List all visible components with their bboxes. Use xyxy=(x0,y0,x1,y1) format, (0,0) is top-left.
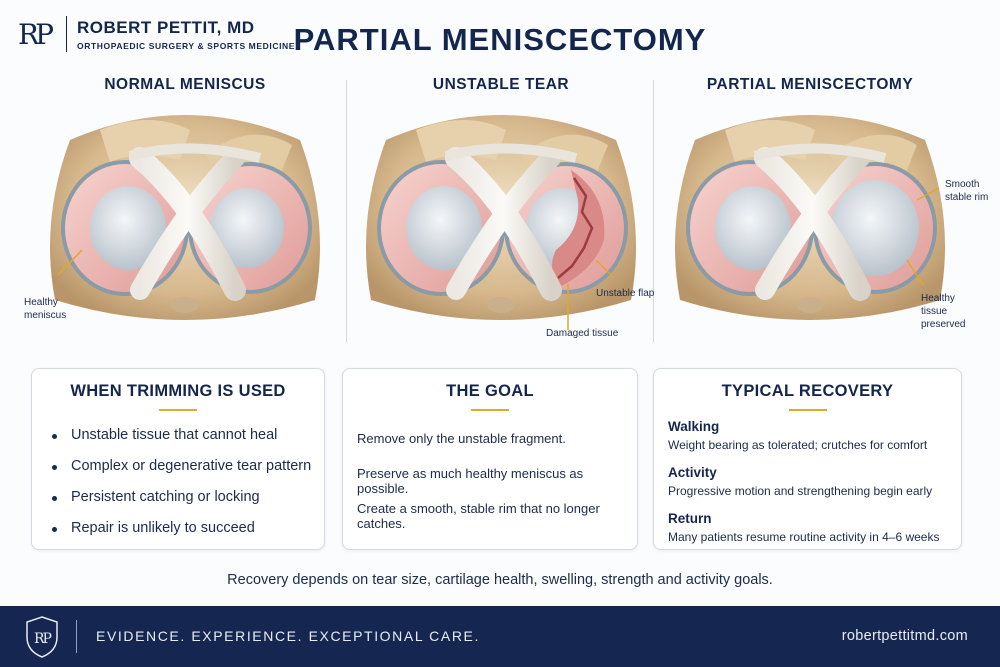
list-item: Repair is unlikely to succeed xyxy=(50,520,324,551)
panel-unstable-tear xyxy=(346,74,656,352)
website-link[interactable]: robertpettitmd.com xyxy=(841,628,968,644)
brand-name: ROBERT PETTIT, MD xyxy=(77,17,255,37)
panel-heading: UNSTABLE TEAR xyxy=(432,76,570,93)
card-when-trimming xyxy=(31,368,325,550)
recovery-heading: Activity xyxy=(668,465,717,480)
card-title: THE GOAL xyxy=(446,382,534,400)
callout-smooth-stable-rim: Smooth stable rim xyxy=(945,179,989,203)
card-title: WHEN TRIMMING IS USED xyxy=(70,382,286,400)
callout-unstable-flap: Unstable flap xyxy=(596,288,655,299)
trimming-list xyxy=(50,427,324,551)
goal-line: Preserve as much healthy meniscus as possible. xyxy=(357,466,584,496)
bullet-icon xyxy=(52,496,57,501)
recovery-text: Many patients resume routine activity in 4–6 weeks xyxy=(668,530,940,544)
monogram-logo: RP xyxy=(18,17,50,51)
brand-subtitle: ORTHOPAEDIC SURGERY & SPORTS MEDICINE xyxy=(77,40,296,51)
panel-partial-meniscectomy xyxy=(655,74,989,352)
card-accent-rule xyxy=(789,409,827,411)
recovery-item xyxy=(668,465,961,511)
bullet-icon xyxy=(52,465,57,470)
unstable-tear-illustration xyxy=(346,100,656,350)
list-item: Unstable tissue that cannot heal xyxy=(50,427,324,458)
card-the-goal xyxy=(342,368,638,550)
recovery-item xyxy=(668,511,961,544)
recovery-text: Weight bearing as tolerated; crutches for comfort xyxy=(668,438,928,452)
footer-tagline: EVIDENCE. EXPERIENCE. EXCEPTIONAL CARE. xyxy=(96,628,480,644)
footer-bar xyxy=(0,606,1000,667)
bullet-icon xyxy=(52,434,57,439)
recovery-text: Progressive motion and strengthening begin early xyxy=(668,484,933,498)
shield-monogram: RP xyxy=(34,631,50,647)
panel-normal-meniscus xyxy=(24,74,340,352)
panel-heading: NORMAL MENISCUS xyxy=(104,76,266,93)
card-accent-rule xyxy=(471,409,509,411)
recovery-item xyxy=(668,419,961,465)
page-title: PARTIAL MENISCECTOMY xyxy=(293,22,707,57)
footer-divider xyxy=(76,620,77,653)
card-typical-recovery xyxy=(653,368,962,550)
card-accent-rule xyxy=(159,409,197,411)
recovery-heading: Return xyxy=(668,511,712,526)
callout-healthy-meniscus: Healthy meniscus xyxy=(24,297,67,321)
goal-line: Create a smooth, stable rim that no longer catches. xyxy=(357,501,600,531)
callout-healthy-tissue-preserved: Healthy tissue preserved xyxy=(921,293,966,330)
partial-meniscectomy-illustration xyxy=(655,100,965,350)
callout-damaged-tissue: Damaged tissue xyxy=(546,328,619,339)
panel-heading: PARTIAL MENISCECTOMY xyxy=(706,76,914,93)
card-title: TYPICAL RECOVERY xyxy=(721,382,894,400)
recovery-heading: Walking xyxy=(668,419,720,434)
recovery-footnote: Recovery depends on tear size, cartilage health, swelling, strength and activity goals. xyxy=(227,572,773,588)
list-item: Complex or degenerative tear pattern xyxy=(50,458,324,489)
list-item: Persistent catching or locking xyxy=(50,489,324,520)
bullet-icon xyxy=(52,527,57,532)
goal-line: Remove only the unstable fragment. xyxy=(357,431,566,446)
shield-logo-icon xyxy=(24,615,60,659)
